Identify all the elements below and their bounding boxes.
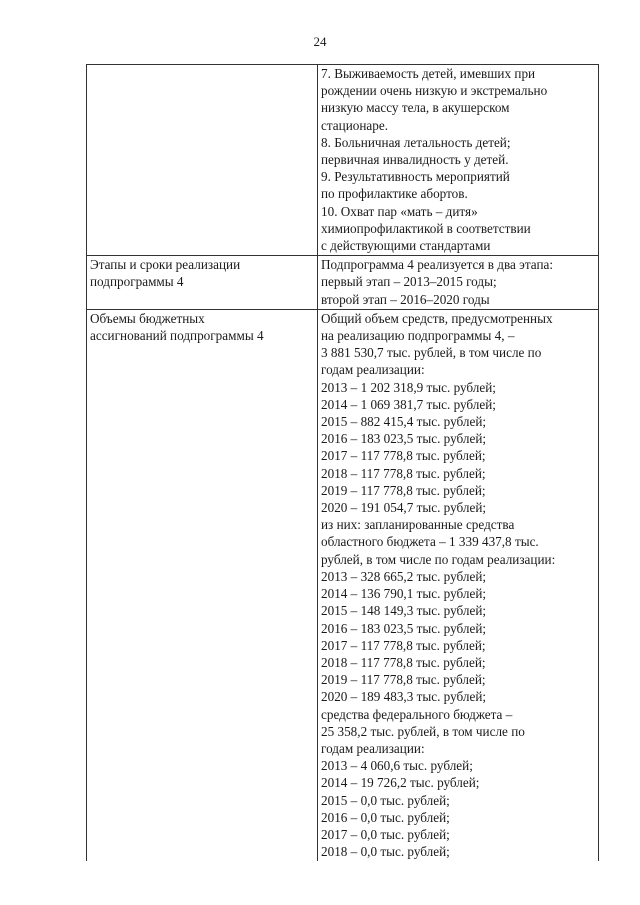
stages-label-line: Этапы и сроки реализации (90, 257, 241, 273)
budget-value-line: 2013 – 4 060,6 тыс. рублей; (321, 758, 473, 774)
stages-value-line: второй этап – 2016–2020 годы (321, 291, 490, 307)
budget-value-line: из них: запланированные средства (321, 517, 515, 533)
indicator-line: рождении очень низкую и экстремально (321, 83, 548, 99)
indicator-line: первичная инвалидность у детей. (321, 152, 509, 168)
indicator-line: с действующими стандартами (321, 238, 491, 254)
budget-value-line: 2020 – 191 054,7 тыс. рублей; (321, 500, 487, 516)
table-row-stages (87, 256, 599, 310)
row-budget-value-cell (318, 309, 599, 861)
budget-value-line: рублей, в том числе по годам реализации: (321, 551, 556, 567)
budget-value-line: 2015 – 0,0 тыс. рублей; (321, 792, 450, 808)
budget-value-line: 2014 – 19 726,2 тыс. рублей; (321, 775, 480, 791)
budget-value-line: 2013 – 1 202 318,9 тыс. рублей; (321, 379, 496, 395)
indicator-line: химиопрофилактикой в соответствии (321, 220, 531, 236)
indicator-line: по профилактике абортов. (321, 186, 468, 202)
budget-value-line: годам реализации: (321, 362, 425, 378)
budget-value-line: 2019 – 117 778,8 тыс. рублей; (321, 672, 486, 688)
budget-value-line: Общий объем средств, предусмотренных (321, 310, 553, 326)
budget-value-line: 2017 – 117 778,8 тыс. рублей; (321, 448, 486, 464)
indicator-line: 10. Охват пар «мать – дитя» (321, 203, 478, 219)
stages-value-line: Подпрограмма 4 реализуется в два этапа: (321, 257, 554, 273)
indicator-line: 9. Результативность мероприятий (321, 169, 510, 185)
budget-value-line: 2020 – 189 483,3 тыс. рублей; (321, 689, 487, 705)
budget-label-line: ассигнований подпрограммы 4 (90, 328, 264, 344)
budget-value-line: 2015 – 148 149,3 тыс. рублей; (321, 603, 487, 619)
stages-value-line: первый этап – 2013–2015 годы; (321, 274, 497, 290)
budget-value-line: 3 881 530,7 тыс. рублей, в том числе по (321, 345, 542, 361)
budget-value-line: средства федерального бюджета – (321, 706, 513, 722)
budget-value-line: 2017 – 0,0 тыс. рублей; (321, 826, 450, 842)
budget-value-line: 2016 – 0,0 тыс. рублей; (321, 809, 450, 825)
table-row-indicators (87, 65, 599, 256)
subprogram-passport-table (86, 64, 599, 861)
budget-value-line: 2016 – 183 023,5 тыс. рублей; (321, 620, 487, 636)
budget-value-line: 2018 – 117 778,8 тыс. рублей; (321, 654, 486, 670)
indicator-line: 8. Больничная летальность детей; (321, 134, 511, 150)
row-stages-label-cell (87, 256, 318, 310)
budget-value-line: на реализацию подпрограммы 4, – (321, 328, 515, 344)
indicator-line: стационаре. (321, 117, 388, 133)
table-row-budget (87, 309, 599, 861)
indicator-line: низкую массу тела, в акушерском (321, 100, 510, 116)
budget-value-line: 2015 – 882 415,4 тыс. рублей; (321, 414, 487, 430)
budget-value-line: 2014 – 1 069 381,7 тыс. рублей; (321, 396, 496, 412)
budget-label-line: Объемы бюджетных (90, 310, 205, 326)
budget-value-line: 25 358,2 тыс. рублей, в том числе по (321, 723, 525, 739)
budget-value-line: годам реализации: (321, 740, 425, 756)
budget-value-line: областного бюджета – 1 339 437,8 тыс. (321, 534, 539, 550)
row-indicators-value-cell (318, 65, 599, 256)
budget-value-line: 2018 – 0,0 тыс. рублей; (321, 844, 450, 860)
budget-value-line: 2013 – 328 665,2 тыс. рублей; (321, 568, 487, 584)
row-indicators-label-cell (87, 65, 318, 256)
row-budget-label-cell (87, 309, 318, 861)
indicator-line: 7. Выживаемость детей, имевших при (321, 66, 536, 81)
budget-value-line: 2017 – 117 778,8 тыс. рублей; (321, 637, 486, 653)
stages-label-line: подпрограммы 4 (90, 274, 184, 290)
budget-value-line: 2018 – 117 778,8 тыс. рублей; (321, 465, 486, 481)
budget-value-line: 2014 – 136 790,1 тыс. рублей; (321, 586, 487, 602)
row-stages-value-cell (318, 256, 599, 310)
page-number: 24 (313, 34, 327, 49)
budget-value-line: 2016 – 183 023,5 тыс. рублей; (321, 431, 487, 447)
budget-value-line: 2019 – 117 778,8 тыс. рублей; (321, 482, 486, 498)
